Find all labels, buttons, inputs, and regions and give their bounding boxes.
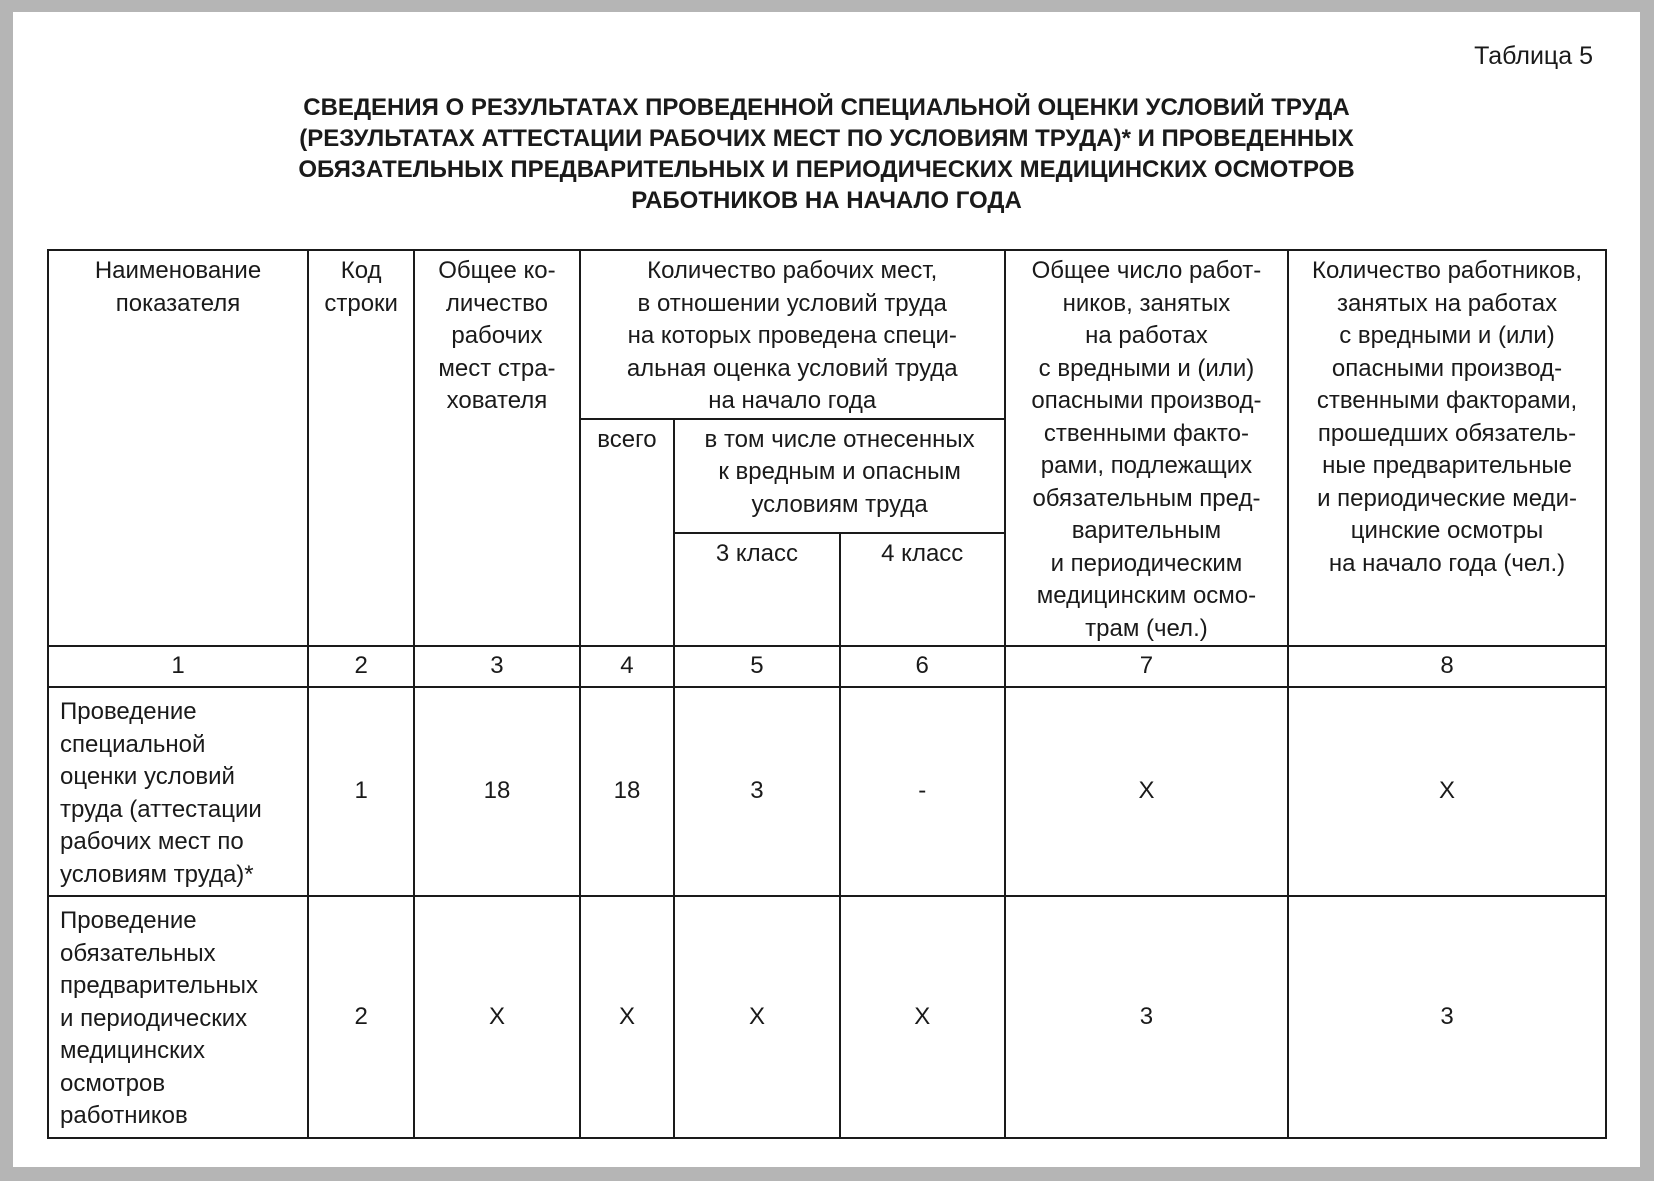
table-number: Таблица 5 [1474, 42, 1593, 70]
header-cell [1288, 250, 1606, 646]
table-cell: 3 [1288, 896, 1606, 1138]
column-number: 3 [414, 646, 579, 687]
header-code: Код строки [324, 257, 398, 317]
document-title [13, 92, 1640, 216]
column-number: 8 [1288, 646, 1606, 687]
header-cell [308, 250, 414, 646]
table-cell: X [414, 896, 579, 1138]
row-label: Проведение обязательных предварительных и периодических медицинских осмотров работников [60, 907, 259, 1129]
table-cell: X [580, 896, 675, 1138]
header-cell [580, 250, 1005, 419]
header-assessed-group: Количество рабочих мест, в отношении условий труда на которых проведена специ- альная оценка условий труда на начало года [626, 257, 958, 414]
table-cell: 2 [308, 896, 414, 1138]
column-number: 2 [308, 646, 414, 687]
table-cell: 1 [308, 687, 414, 896]
table-row [48, 687, 1606, 896]
table-cell: 18 [580, 687, 675, 896]
header-cell [674, 419, 1005, 534]
column-number-row [48, 646, 1606, 687]
column-number: 1 [48, 646, 308, 687]
table-cell: 3 [1005, 896, 1288, 1138]
header-cell [48, 250, 308, 646]
column-number: 4 [580, 646, 675, 687]
header-total-places: Общее ко- личество рабочих мест стра- хователя [438, 257, 556, 414]
header-all: всего [597, 425, 657, 453]
header-class4: 4 класс [881, 540, 964, 567]
table-cell: X [1005, 687, 1288, 896]
column-number: 5 [674, 646, 839, 687]
table-row [48, 896, 1606, 1138]
header-cell [1005, 250, 1288, 646]
header-row [48, 250, 1606, 419]
table-cell: X [840, 896, 1005, 1138]
table-cell: - [840, 687, 1005, 896]
header-workers-total: Общее число работ- ников, занятых на работах с вредными и (или) опасными производ- ственными факто- рами, подлежащих обязательным пред- варительным и периодическим медицинским осмо- трам (чел.) [1031, 257, 1262, 642]
row-label: Проведение специальной оценки условий труда (аттестации рабочих мест по условиям труда)* [60, 698, 262, 888]
table-cell: X [674, 896, 839, 1138]
header-cell [840, 533, 1005, 646]
title-line: ОБЯЗАТЕЛЬНЫХ ПРЕДВАРИТЕЛЬНЫХ И ПЕРИОДИЧЕСКИХ МЕДИЦИНСКИХ ОСМОТРОВ [298, 156, 1355, 183]
title-line: СВЕДЕНИЯ О РЕЗУЛЬТАТАХ ПРОВЕДЕННОЙ СПЕЦИАЛЬНОЙ ОЦЕНКИ УСЛОВИЙ ТРУДА [303, 94, 1350, 121]
table-cell: X [1288, 687, 1606, 896]
column-number: 7 [1005, 646, 1288, 687]
header-name: Наименование показателя [94, 257, 262, 317]
row-label-cell [48, 687, 308, 896]
column-number: 6 [840, 646, 1005, 687]
report-table [47, 249, 1607, 1139]
table-cell: 18 [414, 687, 579, 896]
header-workers-examined: Количество работников, занятых на работах с вредными и (или) опасными производ- ственными факторами, прошедших обязатель- ные предварительные и периодические меди- цинские осмотры на начало года (чел.) [1312, 257, 1583, 577]
title-line: (РЕЗУЛЬТАТАХ АТТЕСТАЦИИ РАБОЧИХ МЕСТ ПО УСЛОВИЯМ ТРУДА)* И ПРОВЕДЕННЫХ [299, 125, 1354, 152]
document-page [13, 12, 1640, 1167]
table-cell: 3 [674, 687, 839, 896]
row-label-cell [48, 896, 308, 1138]
header-harmful-group: в том числе отнесенных к вредным и опасным условиям труда [704, 425, 975, 518]
title-line: РАБОТНИКОВ НА НАЧАЛО ГОДА [631, 187, 1022, 214]
header-cell [674, 533, 839, 646]
header-cell [580, 419, 675, 647]
header-class3: 3 класс [715, 540, 799, 567]
header-cell [414, 250, 579, 646]
